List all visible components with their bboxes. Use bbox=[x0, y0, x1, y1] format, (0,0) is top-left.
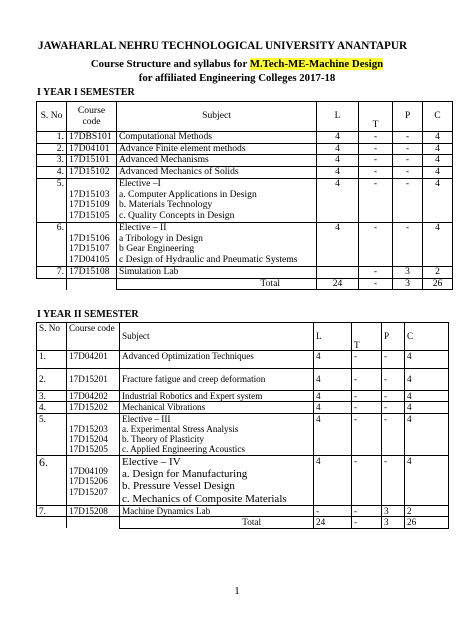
p-cell: 3 bbox=[382, 506, 405, 517]
option-code: 17D15203 bbox=[69, 423, 108, 434]
elective-option: a. Computer Applications in Design bbox=[119, 188, 257, 200]
table-row bbox=[37, 155, 453, 167]
l-cell: 4 bbox=[314, 455, 352, 505]
col-header-subject: Subject bbox=[120, 323, 314, 351]
p-cell: - bbox=[382, 351, 405, 369]
elective-option: c. Applied Engineering Acoustics bbox=[122, 444, 245, 455]
t-cell: - bbox=[359, 155, 393, 167]
col-header-c: C bbox=[423, 102, 453, 132]
t-cell: - bbox=[359, 132, 393, 144]
option-code: 17D15206 bbox=[69, 476, 108, 487]
col-header-c: C bbox=[405, 323, 449, 351]
elective-option: b. Materials Technology bbox=[119, 199, 213, 211]
l-cell: 4 bbox=[317, 222, 359, 266]
code-cell: 17D04201 bbox=[67, 351, 120, 369]
t-total: - bbox=[359, 278, 393, 290]
sno-cell: 3. bbox=[37, 391, 67, 402]
code-cell: 17D15201 bbox=[67, 369, 120, 391]
p-cell: - bbox=[382, 455, 405, 505]
p-cell: - bbox=[393, 132, 423, 144]
elective-option: c. Mechanics of Composite Materials bbox=[122, 492, 287, 505]
t-cell: - bbox=[359, 222, 393, 266]
university-title: JAWAHARLAL NEHRU TECHNOLOGICAL UNIVERSITY ANANTAPUR bbox=[38, 40, 408, 52]
col-header-code: Course code bbox=[67, 323, 120, 351]
option-code: 17D04109 bbox=[69, 466, 108, 477]
l-cell bbox=[317, 266, 359, 278]
t-cell: - bbox=[352, 402, 382, 413]
subject-cell bbox=[117, 222, 317, 266]
sno-cell: 3. bbox=[37, 155, 67, 167]
c-cell: 4 bbox=[423, 132, 453, 144]
total-label: Total bbox=[117, 278, 317, 290]
table-row bbox=[37, 266, 453, 278]
t-cell: - bbox=[359, 266, 393, 278]
semester-1-heading: I YEAR I SEMESTER bbox=[37, 87, 135, 98]
elective-option: b Gear Engineering bbox=[119, 243, 195, 255]
c-cell: 4 bbox=[405, 391, 449, 402]
option-code: 17D15106 bbox=[69, 232, 110, 244]
p-total: 3 bbox=[393, 278, 423, 290]
l-cell: - bbox=[314, 506, 352, 517]
sno-cell: 6. bbox=[37, 222, 67, 266]
subject-cell: Machine Dynamics Lab bbox=[120, 506, 314, 517]
sno-cell: 7. bbox=[37, 506, 67, 517]
col-header-code: Course code bbox=[67, 102, 117, 132]
elective-option: a. Design for Manufacturing bbox=[122, 468, 248, 481]
c-cell: 2 bbox=[423, 266, 453, 278]
col-header-t: T bbox=[359, 102, 393, 132]
col-header-subject: Subject bbox=[117, 102, 317, 132]
option-code: 17D15107 bbox=[69, 243, 110, 255]
course-structure-heading bbox=[0, 58, 474, 70]
subject-cell: Advanced Mechanics of Solids bbox=[117, 167, 317, 179]
total-row bbox=[37, 278, 453, 290]
table-row bbox=[37, 143, 453, 155]
p-cell: - bbox=[382, 369, 405, 391]
elective-heading: Elective – III bbox=[122, 413, 171, 424]
c-cell: 2 bbox=[405, 506, 449, 517]
code-cell: 17D15208 bbox=[67, 506, 120, 517]
subject-cell: Industrial Robotics and Expert system bbox=[120, 391, 314, 402]
elective-option: b. Pressure Vessel Design bbox=[122, 480, 235, 493]
sno-cell: 5. bbox=[37, 413, 67, 455]
semester-2-table bbox=[36, 322, 449, 529]
code-cell: 17D15108 bbox=[67, 266, 117, 278]
code-cell: 17D15101 bbox=[67, 155, 117, 167]
p-cell: - bbox=[382, 413, 405, 455]
code-cell: 17D15202 bbox=[67, 402, 120, 413]
col-header-sno: S. No bbox=[37, 102, 67, 132]
table-row bbox=[37, 413, 449, 455]
sno-cell: 2. bbox=[37, 143, 67, 155]
academic-year-heading: for affiliated Engineering Colleges 2017-18 bbox=[138, 72, 336, 84]
table-row bbox=[37, 178, 453, 222]
table-row bbox=[37, 391, 449, 402]
t-cell: - bbox=[352, 413, 382, 455]
c-cell: 4 bbox=[423, 167, 453, 179]
code-cell: 17D04101 bbox=[67, 143, 117, 155]
course-structure-prefix: Course Structure and syllabus for bbox=[90, 58, 250, 70]
total-row bbox=[37, 517, 449, 528]
code-cell: 17DBS101 bbox=[67, 132, 117, 144]
sno-cell: 4. bbox=[37, 167, 67, 179]
col-header-p: P bbox=[393, 102, 423, 132]
t-cell: - bbox=[352, 391, 382, 402]
table-row bbox=[37, 222, 453, 266]
col-header-sno: S. No bbox=[37, 323, 67, 351]
option-code: 17D15105 bbox=[69, 210, 110, 222]
semester-2-heading: I YEAR II SEMESTER bbox=[37, 309, 139, 320]
elective-heading: Elective – II bbox=[119, 221, 167, 233]
col-header-l: L bbox=[314, 323, 352, 351]
l-cell: 4 bbox=[317, 155, 359, 167]
col-header-p: P bbox=[382, 323, 405, 351]
elective-heading: Elective – IV bbox=[122, 455, 181, 468]
c-cell: 4 bbox=[423, 155, 453, 167]
program-name-highlight: M.Tech-ME-Machine Design bbox=[249, 58, 384, 70]
t-cell: - bbox=[359, 167, 393, 179]
l-cell: 4 bbox=[314, 351, 352, 369]
option-code: 17D15109 bbox=[69, 199, 110, 211]
table-row bbox=[37, 167, 453, 179]
l-cell: 4 bbox=[314, 413, 352, 455]
option-code: 17D15204 bbox=[69, 434, 108, 445]
l-total: 24 bbox=[317, 278, 359, 290]
subject-cell bbox=[120, 455, 314, 505]
semester-1-table bbox=[36, 101, 453, 290]
subject-cell: Simulation Lab bbox=[117, 266, 317, 278]
subject-cell: Advanced Optimization Techniques bbox=[120, 351, 314, 369]
p-cell: - bbox=[382, 391, 405, 402]
elective-option: a Tribology in Design bbox=[119, 232, 203, 244]
table-header-row bbox=[37, 102, 453, 132]
t-cell: - bbox=[352, 455, 382, 505]
subject-cell: Advanced Mechanisms bbox=[117, 155, 317, 167]
code-cell bbox=[67, 455, 120, 505]
table-row bbox=[37, 351, 449, 369]
p-cell: - bbox=[393, 143, 423, 155]
sno-cell: 4. bbox=[37, 402, 67, 413]
l-cell: 4 bbox=[317, 167, 359, 179]
sno-cell: 2. bbox=[37, 369, 67, 391]
l-cell: 4 bbox=[317, 178, 359, 222]
p-total: 3 bbox=[382, 517, 405, 528]
c-cell: 4 bbox=[405, 402, 449, 413]
table-row bbox=[37, 402, 449, 413]
code-cell: 17D15102 bbox=[67, 167, 117, 179]
p-cell: - bbox=[393, 178, 423, 222]
code-cell bbox=[67, 413, 120, 455]
c-cell: 4 bbox=[423, 178, 453, 222]
table-row bbox=[37, 506, 449, 517]
l-cell: 4 bbox=[314, 369, 352, 391]
subject-cell: Fracture fatigue and creep deformation bbox=[120, 369, 314, 391]
c-cell: 4 bbox=[423, 143, 453, 155]
l-cell: 4 bbox=[314, 402, 352, 413]
l-total: 24 bbox=[314, 517, 352, 528]
p-cell: 3 bbox=[393, 266, 423, 278]
c-total: 26 bbox=[405, 517, 449, 528]
sno-cell: 7. bbox=[37, 266, 67, 278]
elective-option: c Design of Hydraulic and Pneumatic Systems bbox=[119, 254, 298, 266]
page-number: 1 bbox=[234, 585, 240, 597]
table-row bbox=[37, 455, 449, 505]
sno-cell: 5. bbox=[37, 178, 67, 222]
subject-cell: Advance Finite element methods bbox=[117, 143, 317, 155]
elective-heading: Elective –I bbox=[119, 177, 161, 189]
c-total: 26 bbox=[423, 278, 453, 290]
code-cell: 17D04202 bbox=[67, 391, 120, 402]
option-code: 17D15207 bbox=[69, 486, 108, 497]
subject-cell: Computational Methods bbox=[117, 132, 317, 144]
table-header-row bbox=[37, 323, 449, 351]
t-cell: - bbox=[352, 351, 382, 369]
t-cell: - bbox=[352, 506, 382, 517]
p-cell: - bbox=[393, 155, 423, 167]
subject-cell: Mechanical Vibrations bbox=[120, 402, 314, 413]
p-cell: - bbox=[382, 402, 405, 413]
l-cell: 4 bbox=[317, 132, 359, 144]
c-cell: 4 bbox=[405, 413, 449, 455]
elective-option: c. Quality Concepts in Design bbox=[119, 210, 235, 222]
elective-option: a. Experimental Stress Analysis bbox=[122, 423, 239, 434]
option-code: 17D04105 bbox=[69, 254, 110, 266]
t-cell: - bbox=[352, 369, 382, 391]
sno-cell: 1. bbox=[37, 132, 67, 144]
total-label: Total bbox=[120, 517, 314, 528]
table-row bbox=[37, 132, 453, 144]
c-cell: 4 bbox=[405, 369, 449, 391]
p-cell: - bbox=[393, 222, 423, 266]
t-cell: - bbox=[359, 178, 393, 222]
c-cell: 4 bbox=[405, 455, 449, 505]
elective-option: b. Theory of Plasticity bbox=[122, 434, 204, 445]
t-cell: - bbox=[359, 143, 393, 155]
c-cell: 4 bbox=[423, 222, 453, 266]
table-row bbox=[37, 369, 449, 391]
code-cell bbox=[67, 178, 117, 222]
subject-cell bbox=[117, 178, 317, 222]
p-cell: - bbox=[393, 167, 423, 179]
c-cell: 4 bbox=[405, 351, 449, 369]
option-code: 17D15205 bbox=[69, 444, 108, 455]
option-code: 17D15103 bbox=[69, 188, 110, 200]
t-total: - bbox=[352, 517, 382, 528]
col-header-l: L bbox=[317, 102, 359, 132]
subject-cell bbox=[120, 413, 314, 455]
sno-cell: 6. bbox=[37, 455, 67, 505]
l-cell: 4 bbox=[314, 391, 352, 402]
l-cell: 4 bbox=[317, 143, 359, 155]
code-cell bbox=[67, 222, 117, 266]
col-header-t: T bbox=[352, 323, 382, 351]
sno-cell: 1. bbox=[37, 351, 67, 369]
